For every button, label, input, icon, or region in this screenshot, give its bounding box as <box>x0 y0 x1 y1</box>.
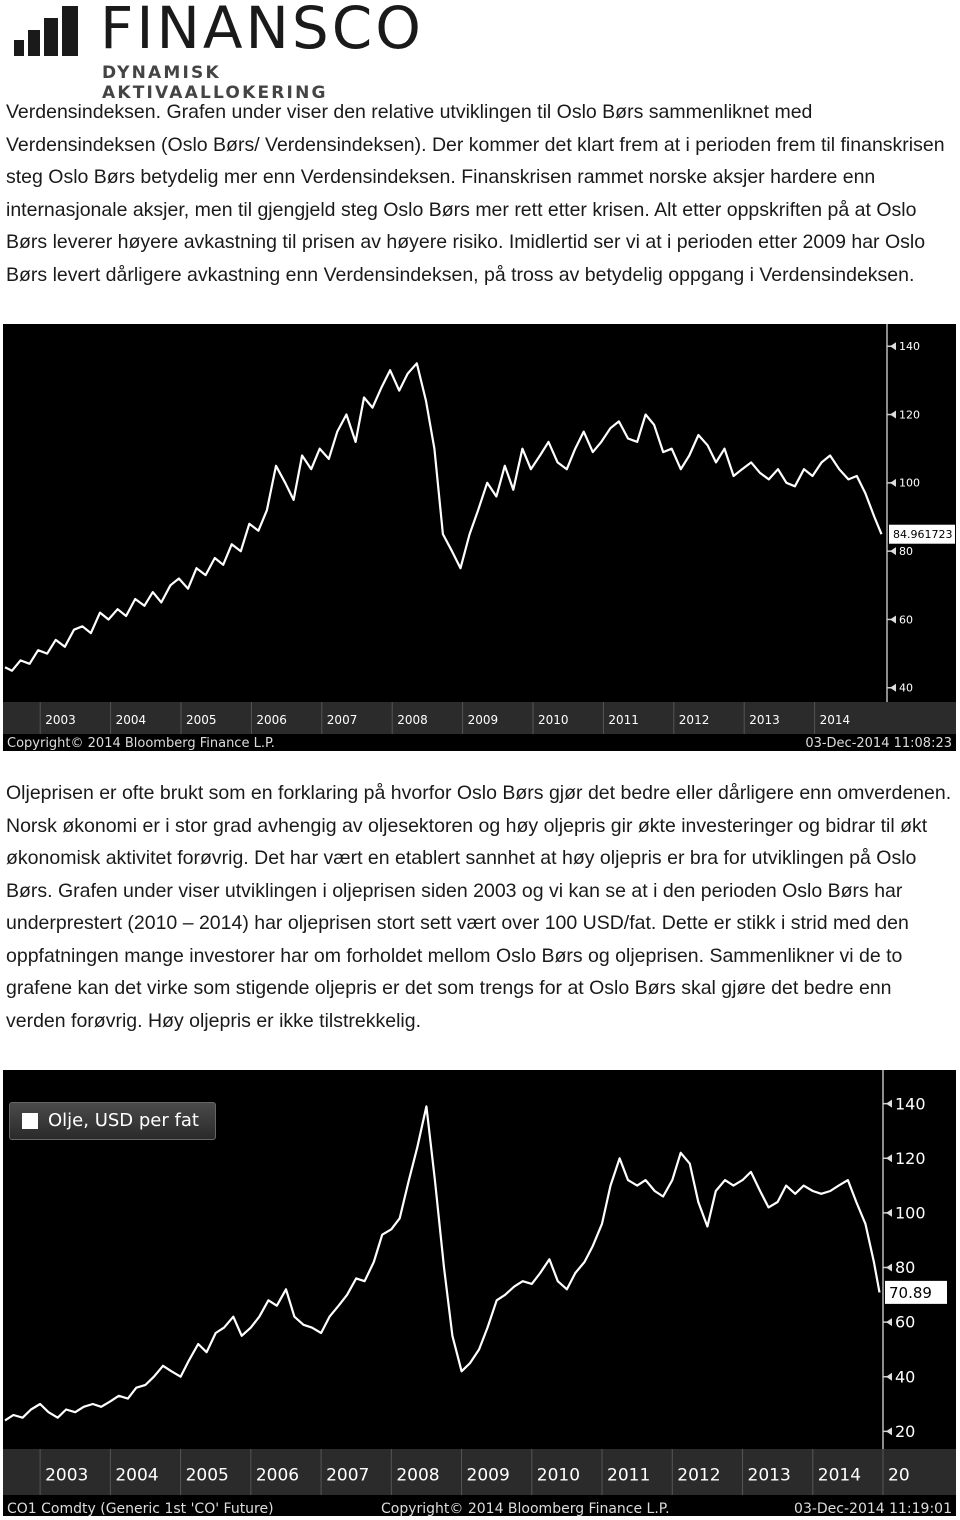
last-value-label: 84.961723 <box>893 528 953 542</box>
y-tick-label: 40 <box>895 1367 916 1387</box>
x-tick-label: 2003 <box>45 1465 89 1486</box>
x-tick-label: 2014 <box>817 1465 862 1486</box>
footer-left-text: CO1 Comdty (Generic 1st 'CO' Future) <box>7 1501 274 1516</box>
x-tick-label: 2008 <box>396 1465 440 1486</box>
x-tick-label: 2011 <box>608 712 639 727</box>
series-line <box>5 1106 880 1420</box>
y-tick-label: 100 <box>895 1203 926 1223</box>
y-tick-label: 120 <box>899 408 920 422</box>
x-tick-label: 2013 <box>747 1465 791 1486</box>
y-tick-label: 140 <box>899 340 920 354</box>
body-paragraph-2: Oljeprisen er ofte brukt som en forklaring på hvorfor Oslo Børs gjør det bedre eller dårligere enn omverdenen. Norsk økonomi er i stor grad avhengig av oljesektoren og høy oljepris gir økte investeringer og bidrar til økt økonomisk aktivitet forøvrig. Det har vært en etablert sannhet at høy oljepris er bra for utviklingen på Oslo Børs. Grafen under viser utviklingen i oljeprisen siden 2003 og vi kan se at i den perioden Oslo Børs har underprestert (2010 – 2014) har oljeprisen stort sett vært over 100 USD/fat. Dette er stikk i strid med den oppfatningen mange investorer har om forholdet mellom Oslo Børs og oljeprisen. Sammenlikner vi de to grafene kan det virke som stigende oljepris er det som trengs for at Oslo Børs skal gjøre det bedre enn verden forøvrig. Høy oljepris er ikke tilstrekkelig. <box>6 782 952 1032</box>
chart-legend <box>9 1102 216 1140</box>
oil-price-chart <box>3 1070 956 1516</box>
x-tick-label: 2007 <box>326 712 358 727</box>
x-tick-label: 2010 <box>538 712 569 727</box>
x-tick-label: 2005 <box>185 1465 229 1486</box>
x-tick-label: 2006 <box>255 1465 300 1486</box>
relative-performance-chart <box>3 324 956 751</box>
x-tick-label: 2012 <box>677 1465 721 1486</box>
x-tick-label: 2007 <box>326 1465 370 1486</box>
x-tick-label: 2006 <box>256 712 287 727</box>
finansco-logo <box>12 0 452 103</box>
x-tick-label: 2011 <box>607 1465 651 1486</box>
y-axis-panel <box>883 1070 956 1449</box>
logo-tagline: DYNAMISK AKTIVAALLOKERING <box>102 63 328 103</box>
logo-brand-name: FINANSCO <box>100 0 424 62</box>
x-tick-label: 2004 <box>115 712 147 727</box>
x-tick-label: 2012 <box>678 712 710 727</box>
y-tick-label: 80 <box>899 545 913 559</box>
x-tick-label: 2014 <box>819 712 851 727</box>
legend-label: Olje, USD per fat <box>48 1110 199 1131</box>
x-tick-label: 2003 <box>45 712 76 727</box>
footer-center-text: Copyright© 2014 Bloomberg Finance L.P. <box>381 1501 670 1516</box>
footer-left-text: Copyright© 2014 Bloomberg Finance L.P. <box>7 736 275 751</box>
y-axis-panel <box>887 324 956 702</box>
x-tick-label: 2008 <box>397 712 428 727</box>
y-tick-label: 100 <box>899 476 920 490</box>
bar-chart-logo-icon <box>12 4 92 60</box>
x-tick-label: 2009 <box>466 1465 510 1486</box>
x-tick-label: 20 <box>888 1465 910 1486</box>
y-tick-label: 40 <box>899 681 913 695</box>
y-tick-label: 60 <box>899 613 913 627</box>
last-value-label: 70.89 <box>889 1283 932 1302</box>
y-tick-label: 20 <box>895 1421 916 1441</box>
body-paragraph-1: Verdensindeksen. Grafen under viser den relative utviklingen til Oslo Børs sammenliknet med Verdensindeksen (Oslo Børs/ Verdensindeksen). Der kommer det klart frem at i perioden frem til finanskrisen steg Oslo Børs betydelig mer enn Verdensindeksen. Finanskrisen rammet norske aksjer hardere enn internasjonale aksjer, men til gjengjeld steg Oslo Børs mer rett etter krisen. Alt etter oppskriften på at Oslo Børs leverer høyere avkastning til prisen av høyere risiko. Imidlertid ser vi at i perioden etter 2009 har Oslo Børs levert dårligere avkastning enn Verdensindeksen, på tross av betydelig oppgang i Verdensindeksen. <box>6 101 945 286</box>
x-tick-label: 2010 <box>536 1465 581 1486</box>
y-tick-label: 80 <box>895 1258 916 1278</box>
y-tick-label: 60 <box>895 1312 916 1332</box>
series-line <box>5 363 882 670</box>
y-tick-label: 120 <box>895 1148 926 1168</box>
footer-right-text: 03-Dec-2014 11:19:01 <box>794 1501 952 1516</box>
x-tick-label: 2009 <box>467 712 499 727</box>
legend-swatch <box>22 1113 38 1129</box>
x-tick-label: 2013 <box>749 712 780 727</box>
x-tick-label: 2005 <box>186 712 217 727</box>
x-tick-label: 2004 <box>115 1465 159 1486</box>
y-tick-label: 140 <box>895 1094 926 1114</box>
relative-performance-chart-svg <box>3 324 956 751</box>
footer-right-text: 03-Dec-2014 11:08:23 <box>805 736 952 751</box>
